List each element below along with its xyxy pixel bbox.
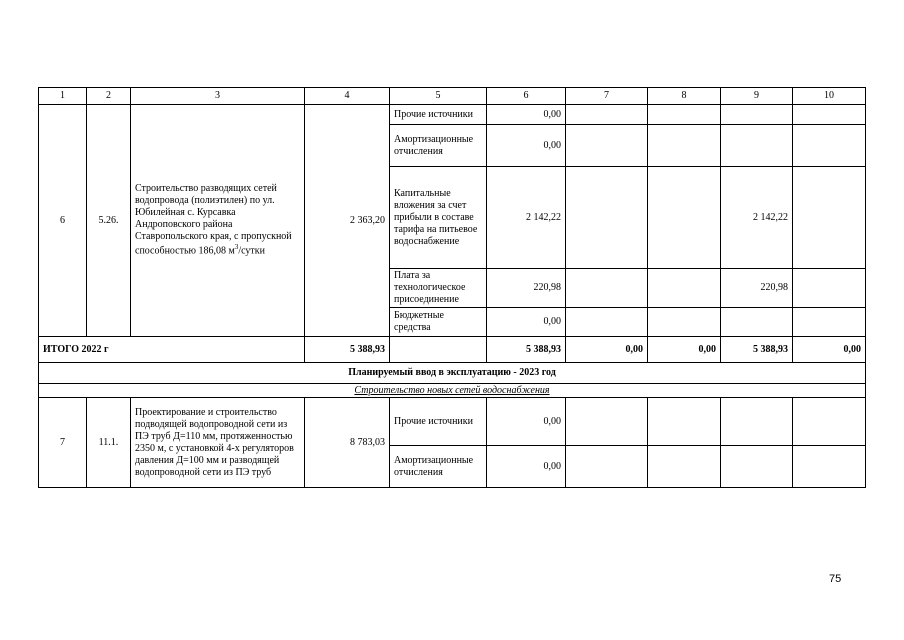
total-value: 5 388,93 xyxy=(487,337,566,363)
total-value: 5 388,93 xyxy=(305,337,390,363)
value-cell xyxy=(721,125,793,167)
row-number: 6 xyxy=(39,105,87,337)
value-cell: 220,98 xyxy=(487,269,566,308)
value-cell: 0,00 xyxy=(487,398,566,446)
table-row xyxy=(39,105,866,125)
value-cell xyxy=(721,308,793,337)
source-label: Бюджетные средства xyxy=(390,308,487,337)
source-label: Плата за технологическое присоединение xyxy=(390,269,487,308)
source-label: Прочие источники xyxy=(390,105,487,125)
source-label: Амортизационные отчисления xyxy=(390,446,487,488)
project-name: Строительство разводящих сетей водопровода (полиэтилен) по ул. Юбилейная с. Курсавка Андроповского района Ставропольского края, с пропускной способностью 186,08 $м^3$/сутки xyxy=(131,105,305,337)
table-row xyxy=(39,398,866,446)
section-row xyxy=(39,363,866,384)
header-cell: 6 xyxy=(487,88,566,105)
value-cell: 0,00 xyxy=(487,308,566,337)
header-cell: 10 xyxy=(793,88,866,105)
value-cell: 0,00 xyxy=(487,105,566,125)
source-label: Амортизационные отчисления xyxy=(390,125,487,167)
header-cell: 3 xyxy=(131,88,305,105)
value-cell: 0,00 xyxy=(487,125,566,167)
header-cell: 2 xyxy=(87,88,131,105)
row-code: 5.26. xyxy=(87,105,131,337)
total-label: ИТОГО 2022 г xyxy=(39,337,305,363)
value-cell: 2 142,22 xyxy=(487,167,566,269)
section-title: Планируемый ввод в эксплуатацию - 2023 год xyxy=(39,363,866,384)
value-cell: 0,00 xyxy=(487,446,566,488)
header-cell: 5 xyxy=(390,88,487,105)
total-value: 0,00 xyxy=(648,337,721,363)
header-cell: 7 xyxy=(566,88,648,105)
subsection-title: Строительство новых сетей водоснабжения xyxy=(39,384,866,398)
header-cell: 4 xyxy=(305,88,390,105)
investment-table xyxy=(38,87,866,488)
header-cell: 9 xyxy=(721,88,793,105)
project-total: 2 363,20 xyxy=(305,105,390,337)
row-number: 7 xyxy=(39,398,87,488)
header-cell: 1 xyxy=(39,88,87,105)
value-cell xyxy=(721,105,793,125)
row-code: 11.1. xyxy=(87,398,131,488)
page-number: 75 xyxy=(829,573,842,585)
subsection-row xyxy=(39,384,866,398)
project-total: 8 783,03 xyxy=(305,398,390,488)
total-value: 5 388,93 xyxy=(721,337,793,363)
header-cell: 8 xyxy=(648,88,721,105)
value-cell: 2 142,22 xyxy=(721,167,793,269)
project-name: Проектирование и строительство подводящей водопроводной сети из ПЭ труб Д=110 мм, протяженностью 2350 м, с установкой 4-х регуляторов давления Д=100 мм и разводящей водопроводной сети из ПЭ труб xyxy=(131,398,305,488)
value-cell: 220,98 xyxy=(721,269,793,308)
total-row xyxy=(39,337,866,363)
total-value: 0,00 xyxy=(793,337,866,363)
header-row xyxy=(39,88,866,105)
source-label: Прочие источники xyxy=(390,398,487,446)
total-value: 0,00 xyxy=(566,337,648,363)
source-label: Капитальные вложения за счет прибыли в составе тарифа на питьевое водоснабжение xyxy=(390,167,487,269)
